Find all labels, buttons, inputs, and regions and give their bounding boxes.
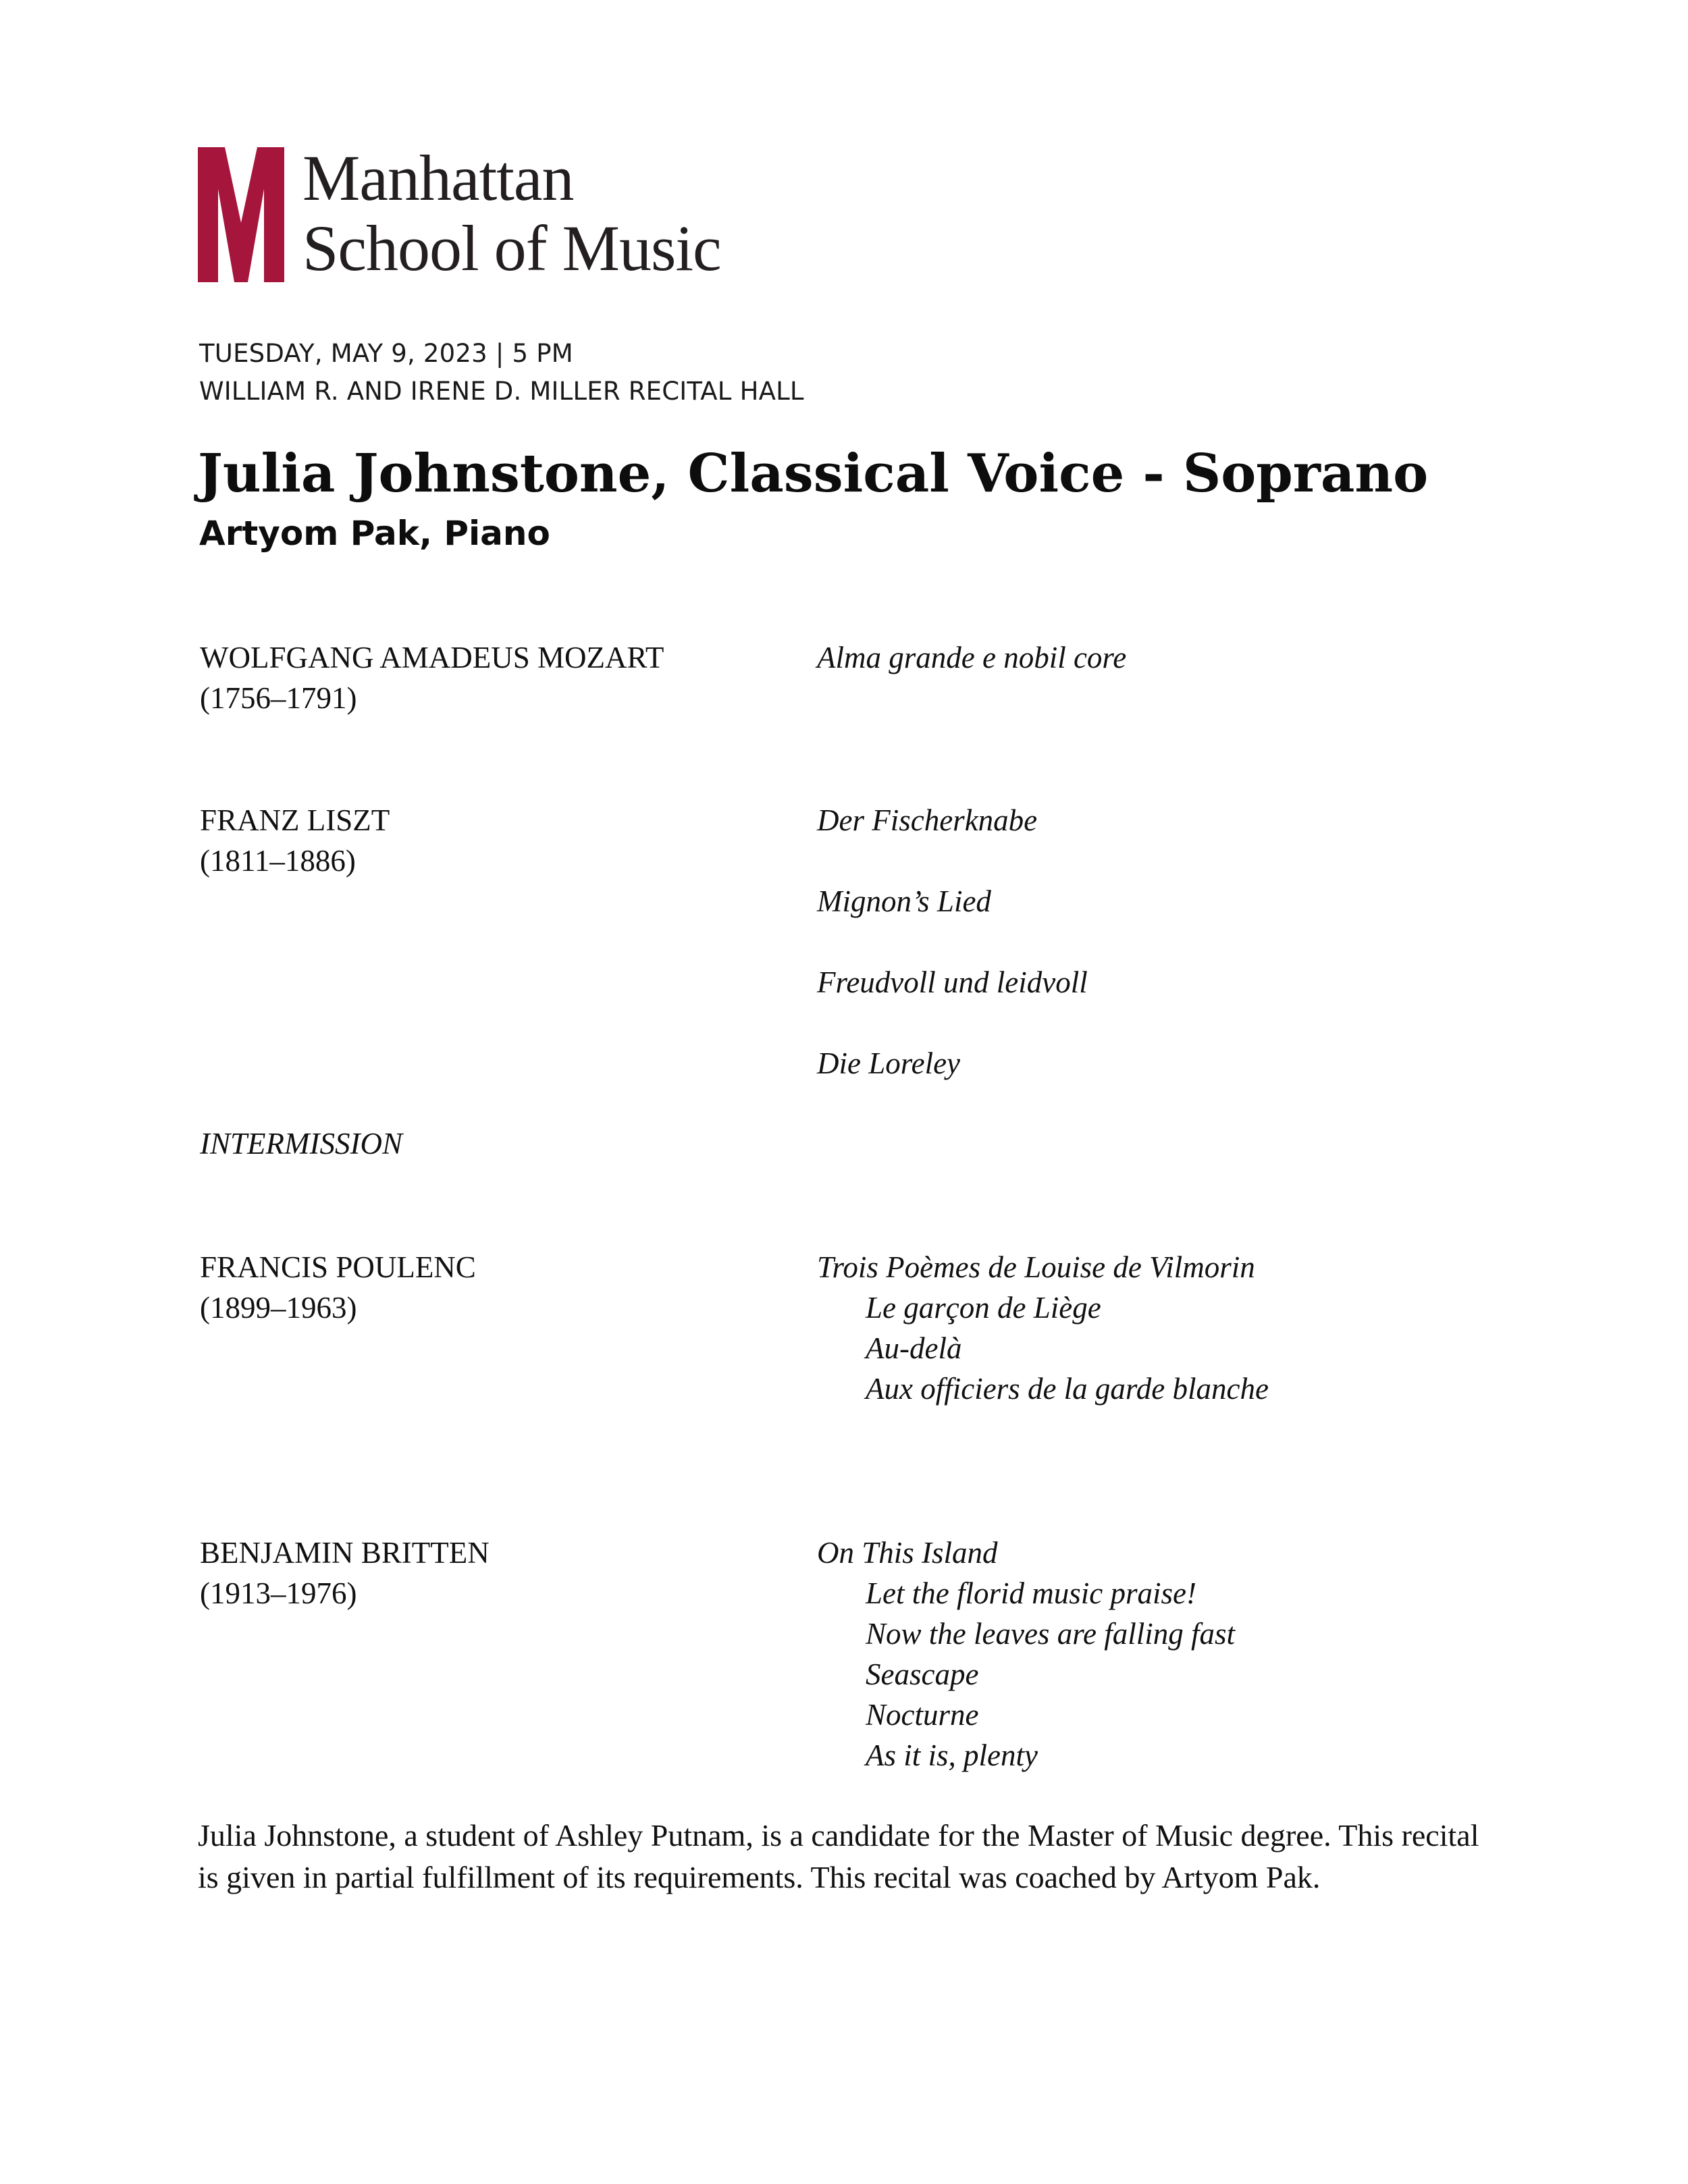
composer-name: FRANZ LISZT	[200, 803, 390, 837]
works-block	[817, 1533, 1235, 1776]
composer-name: FRANCIS POULENC	[200, 1250, 476, 1284]
logo-line-2: School of Music	[302, 212, 721, 284]
composer-name: WOLFGANG AMADEUS MOZART	[200, 641, 664, 674]
works-block	[817, 637, 1126, 678]
movement-title: Nocturne	[866, 1698, 979, 1732]
logo-line-1: Manhattan	[302, 142, 574, 214]
composer-dates: (1913–1976)	[200, 1576, 357, 1610]
composer-block	[200, 800, 390, 881]
recital-note: Julia Johnstone, a student of Ashley Putnam, is a candidate for the Master of Music degree. This recital is given in partial fulfillment of its requirements. This recital was coached by Artyom Pak.	[198, 1818, 1479, 1894]
movement-title: Now the leaves are falling fast	[866, 1617, 1236, 1651]
movement-title: As it is, plenty	[866, 1738, 1038, 1772]
work-title: Mignon’s Lied	[817, 884, 991, 918]
work-title: Alma grande e nobil core	[817, 641, 1127, 674]
movement-title: Let the florid music praise!	[866, 1576, 1196, 1610]
composer-dates: (1756–1791)	[200, 681, 357, 715]
movement-title: Au-delà	[866, 1331, 962, 1365]
composer-block	[200, 1247, 476, 1328]
composer-block	[200, 637, 664, 718]
composer-dates: (1811–1886)	[200, 844, 356, 878]
movement-title: Seascape	[866, 1657, 979, 1691]
composer-name: BENJAMIN BRITTEN	[200, 1536, 490, 1570]
movement-title: Le garçon de Liège	[866, 1291, 1101, 1325]
event-info	[199, 335, 804, 410]
school-logo	[198, 142, 738, 284]
work-title: Der Fischerknabe	[817, 803, 1038, 837]
works-block	[817, 800, 1088, 1084]
composer-block	[200, 1533, 490, 1614]
works-block	[817, 1247, 1269, 1409]
event-venue: WILLIAM R. AND IRENE D. MILLER RECITAL HALL	[199, 377, 804, 406]
intermission-label: INTERMISSION	[200, 1127, 402, 1161]
event-date-time: TUESDAY, MAY 9, 2023 | 5 PM	[199, 339, 573, 368]
cycle-title: Trois Poèmes de Louise de Vilmorin	[817, 1250, 1255, 1284]
cycle-title: On This Island	[817, 1536, 998, 1570]
page-subtitle: Artyom Pak, Piano	[199, 514, 550, 553]
composer-dates: (1899–1963)	[200, 1291, 357, 1325]
m-logo-icon	[198, 147, 284, 282]
work-title: Die Loreley	[817, 1046, 961, 1080]
work-title: Freudvoll und leidvoll	[817, 965, 1088, 999]
page-title: Julia Johnstone, Classical Voice - Soprano	[198, 443, 1429, 504]
movement-title: Aux officiers de la garde blanche	[866, 1372, 1269, 1406]
logo-wordmark	[302, 143, 721, 284]
